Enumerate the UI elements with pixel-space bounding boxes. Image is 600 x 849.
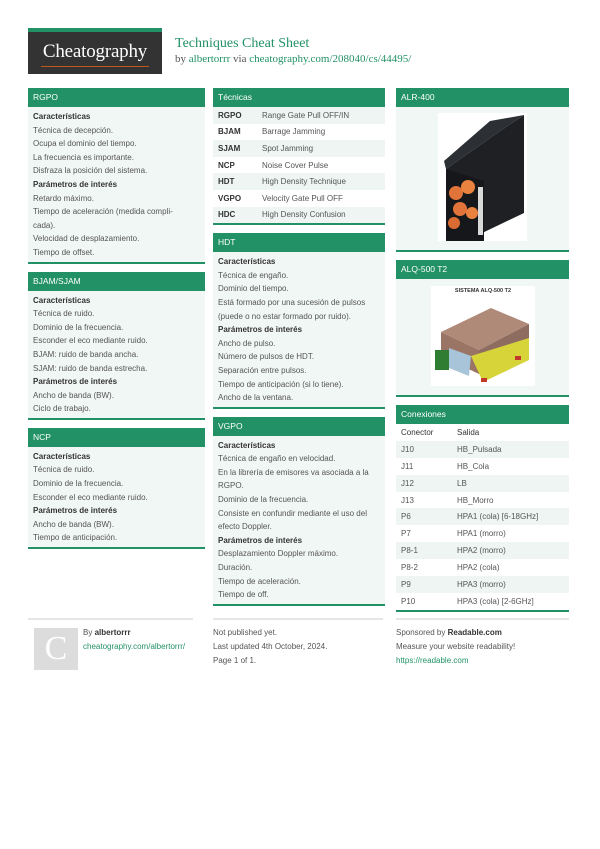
sponsor-link[interactable]: https://readable.com [396,656,469,665]
page-count: Page 1 of 1. [213,656,257,665]
section-alr400 [396,88,569,252]
table-row [213,140,385,157]
technique-name: Range Gate Pull OFF/IN [257,107,385,124]
section-body [28,107,205,262]
section-rgpo [28,88,205,264]
subheading: Parámetros de interés [33,506,118,516]
list-item: Tiempo de anticipación (si lo tiene). [218,379,344,389]
section-alq500 [396,260,569,397]
list-item: SJAM: ruido de banda estrecha. [33,363,148,373]
table-row [396,492,569,509]
section-header: VGPO [213,417,385,436]
image-container [396,279,569,395]
section-header: Conexiones [396,405,569,424]
list-item: efecto Doppler. [218,522,272,532]
list-item: cada). [33,220,56,230]
connector-id: P7 [396,525,452,542]
list-item: Dominio de la frecuencia. [218,495,309,505]
list-item: Ciclo de trabajo. [33,404,91,414]
table-row [396,458,569,475]
list-item: Tiempo de aceleración. [218,576,301,586]
connector-id: J13 [396,492,452,509]
table-row [396,593,569,610]
by-prefix: by [175,53,186,65]
connector-id: P10 [396,593,452,610]
page-title: Techniques Cheat Sheet [175,36,310,51]
last-updated: Last updated 4th October, 2024. [213,642,328,651]
technique-name: Spot Jamming [257,140,385,157]
list-item: Dominio del tiempo. [218,284,289,294]
connector-output: HPA1 (morro) [452,525,569,542]
sponsor-prefix: Sponsored by [396,628,446,637]
header-salida: Salida [452,424,569,441]
list-item: BJAM: ruido de banda ancha. [33,349,139,359]
table-row [213,190,385,207]
list-item: Técnica de decepción. [33,125,114,135]
section-header: ALR-400 [396,88,569,107]
alr400-image [438,113,527,241]
list-item: Desplazamiento Doppler máximo. [218,549,339,559]
connector-output: HB_Cola [452,458,569,475]
list-item: Número de pulsos de HDT. [218,352,315,362]
list-item: Retardo máximo. [33,193,94,203]
connector-output: LB [452,475,569,492]
section-hdt [213,233,385,409]
technique-code: HDC [213,207,257,224]
table-row [396,542,569,559]
technique-name: Barrage Jamming [257,124,385,141]
subheading: Parámetros de interés [218,535,303,545]
connector-id: J12 [396,475,452,492]
list-item: Disfraza la posición del sistema. [33,166,148,176]
subheading: Características [33,451,91,461]
subheading: Características [33,112,91,121]
by-label: By [83,628,93,637]
column-3 [396,88,569,620]
list-item: Consiste en confundir mediante el uso del [218,508,367,518]
list-item: Técnica de ruido. [33,309,95,319]
subheading: Características [33,295,91,305]
section-vgpo [213,417,385,606]
avatar: C [34,628,78,670]
list-item: Ancho de banda (BW). [33,519,114,529]
connector-id: P6 [396,508,452,525]
technique-name: Noise Cover Pulse [257,157,385,174]
connector-id: J10 [396,441,452,458]
technique-code: VGPO [213,190,257,207]
publish-status: Not published yet. [213,628,278,637]
list-item: En la librería de emisores va asociada a la [218,467,369,477]
table-row [396,576,569,593]
subheading: Parámetros de interés [218,325,303,335]
technique-code: BJAM [213,124,257,141]
list-item: Ocupa el dominio del tiempo. [33,139,137,149]
section-body [28,291,205,418]
list-item: La frecuencia es importante. [33,152,134,162]
header-conector: Conector [396,424,452,441]
sponsor-tagline: Measure your website readability! [396,642,516,651]
footer-sponsor [396,618,569,668]
list-item: Dominio de la frecuencia. [33,322,124,332]
technique-code: NCP [213,157,257,174]
list-item: Esconder el eco mediante ruido. [33,492,148,502]
footer-author-name[interactable]: albertorrr [94,628,131,637]
column-1 [28,88,205,557]
list-item: Ancho de pulso. [218,338,276,348]
table-row [396,441,569,458]
connector-output: HPA3 (cola) [2-6GHz] [452,593,569,610]
section-header: ALQ-500 T2 [396,260,569,279]
section-tecnicas [213,88,385,225]
list-item: RGPO. [218,481,244,491]
table-row [396,475,569,492]
subheading: Parámetros de interés [33,179,118,189]
connector-output: HPA1 (cola) [6-18GHz] [452,508,569,525]
connector-output: HB_Morro [452,492,569,509]
connector-id: J11 [396,458,452,475]
connector-id: P8-2 [396,559,452,576]
list-item: Dominio de la frecuencia. [33,479,124,489]
list-item: Está formado por una sucesión de pulsos [218,297,366,307]
byline [175,53,411,65]
connector-id: P9 [396,576,452,593]
list-item: Técnica de engaño. [218,270,289,280]
section-header: RGPO [28,88,205,107]
list-item: (puede o no estar formado por ruido). [218,311,351,321]
section-header: BJAM/SJAM [28,272,205,291]
section-body [213,252,385,407]
column-2 [213,88,385,614]
connector-id: P8-1 [396,542,452,559]
list-item: Velocidad de desplazamiento. [33,234,140,244]
table-header-row [396,424,569,441]
image-container [396,107,569,250]
technique-name: High Density Confusion [257,207,385,224]
section-bjam-sjam [28,272,205,420]
logo-text: Cheatography [42,41,148,62]
table-row [213,207,385,224]
technique-name: High Density Technique [257,173,385,190]
connector-output: HB_Pulsada [452,441,569,458]
table-row [213,157,385,174]
list-item: Ancho de la ventana. [218,393,294,403]
connector-output: HPA2 (cola) [452,559,569,576]
sponsor-name[interactable]: Readable.com [447,628,502,637]
list-item: Tiempo de offset. [33,247,95,257]
subheading: Parámetros de interés [33,377,118,387]
connector-output: HPA2 (morro) [452,542,569,559]
sheet-url-link[interactable]: cheatography.com/208040/cs/44495/ [249,53,412,65]
cheatography-logo[interactable] [28,28,162,74]
list-item: Tiempo de aceleración (medida compli- [33,207,173,217]
list-item: Separación entre pulsos. [218,365,307,375]
image-caption: SISTEMA ALQ-500 T2 [454,288,512,294]
connector-output: HPA3 (morro) [452,576,569,593]
section-body [28,447,205,547]
section-ncp [28,428,205,549]
conexiones-table [396,424,569,610]
technique-name: Velocity Gate Pull OFF [257,190,385,207]
logo-underline [41,66,149,67]
section-header: HDT [213,233,385,252]
list-item: Duración. [218,563,253,573]
technique-code: SJAM [213,140,257,157]
table-row [396,525,569,542]
subheading: Características [218,257,276,267]
technique-code: HDT [213,173,257,190]
list-item: Ancho de banda (BW). [33,390,114,400]
subheading: Características [218,440,276,450]
footer-author [28,618,193,667]
section-conexiones [396,405,569,612]
table-row [213,173,385,190]
alq500-image [431,286,535,386]
list-item: Tiempo de off. [218,590,269,600]
table-row [396,508,569,525]
list-item: Tiempo de anticipación. [33,533,118,543]
tecnicas-table [213,107,385,223]
section-header: NCP [28,428,205,447]
sponsor-line [396,626,569,640]
footer-meta [213,618,383,668]
table-row [396,559,569,576]
section-header: Técnicas [213,88,385,107]
list-item: Técnica de engaño en velocidad. [218,454,336,464]
section-body [213,436,385,604]
via-text: via [233,53,247,65]
list-item: Esconder el eco mediante ruido. [33,336,148,346]
list-item: Técnica de ruido. [33,465,95,475]
table-row [213,124,385,141]
table-row [213,107,385,124]
technique-code: RGPO [213,107,257,124]
author-link[interactable]: albertorrr [188,53,231,65]
author-profile-link[interactable]: cheatography.com/albertorrr/ [83,642,186,651]
